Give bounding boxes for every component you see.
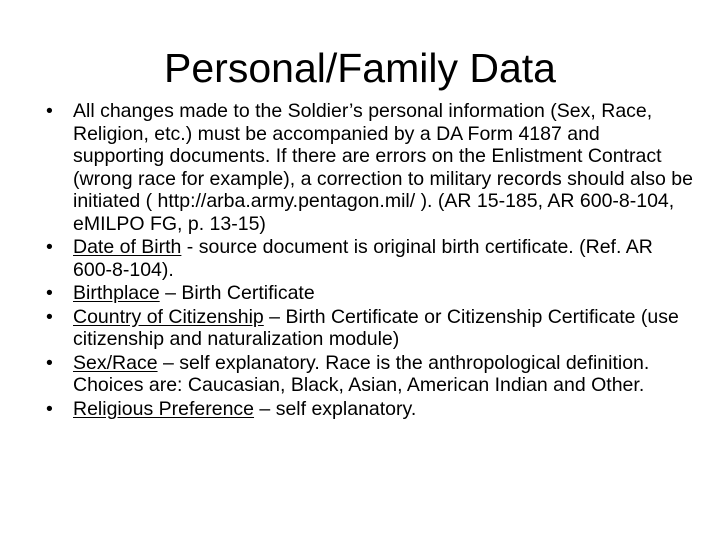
bullet-item-birthplace	[46, 282, 696, 305]
bullet-text: - source document is original birth certificate. (Ref. AR 600-8-104).	[73, 236, 653, 281]
bullet-dot-icon: •	[46, 351, 53, 374]
bullet-lead-label: Birthplace	[73, 282, 160, 304]
bullet-text: – Birth Certificate or Citizenship Certificate (use citizenship and naturalization module)	[73, 305, 679, 350]
bullet-text: – Birth Certificate	[159, 282, 315, 304]
bullet-text: – self explanatory. Race is the anthropological definition. Choices are: Caucasian, Black, Asian, American Indian and Other.	[73, 351, 650, 396]
bullet-lead-label: Date of Birth	[73, 236, 182, 258]
bullet-lead-label: Religious Preference	[73, 397, 255, 420]
bullet-dot-icon: •	[46, 305, 53, 328]
bullet-item-religious-preference	[46, 398, 696, 421]
bullet-dot-icon: •	[46, 236, 53, 258]
bullet-lead-label: Sex/Race	[73, 351, 158, 374]
bullet-text: – self explanatory.	[254, 397, 417, 420]
bullet-dot-icon: •	[46, 100, 53, 122]
slide-title: Personal/Family Data	[164, 45, 556, 91]
bullet-lead-label: Country of Citizenship	[73, 305, 264, 328]
bullet-list	[46, 100, 696, 421]
bullet-item-changes	[46, 100, 696, 235]
bullet-item-citizenship	[46, 306, 696, 351]
bullet-item-date-of-birth	[46, 236, 696, 281]
bullet-dot-icon: •	[46, 282, 53, 304]
bullet-dot-icon: •	[46, 397, 53, 420]
bullet-text: All changes made to the Soldier’s personal information (Sex, Race, Religion, etc.) must be accompanied by a DA Form 4187 and supporting documents. If there are errors on the Enlistment Contract (wrong race for example), a correction to military records should also be initiated ( http://arba.army.pentagon.mil/ ). (AR 15-185, AR 600-8-104, eMILPO FG, p. 13-15)	[73, 100, 693, 235]
bullet-item-sex-race	[46, 352, 696, 397]
